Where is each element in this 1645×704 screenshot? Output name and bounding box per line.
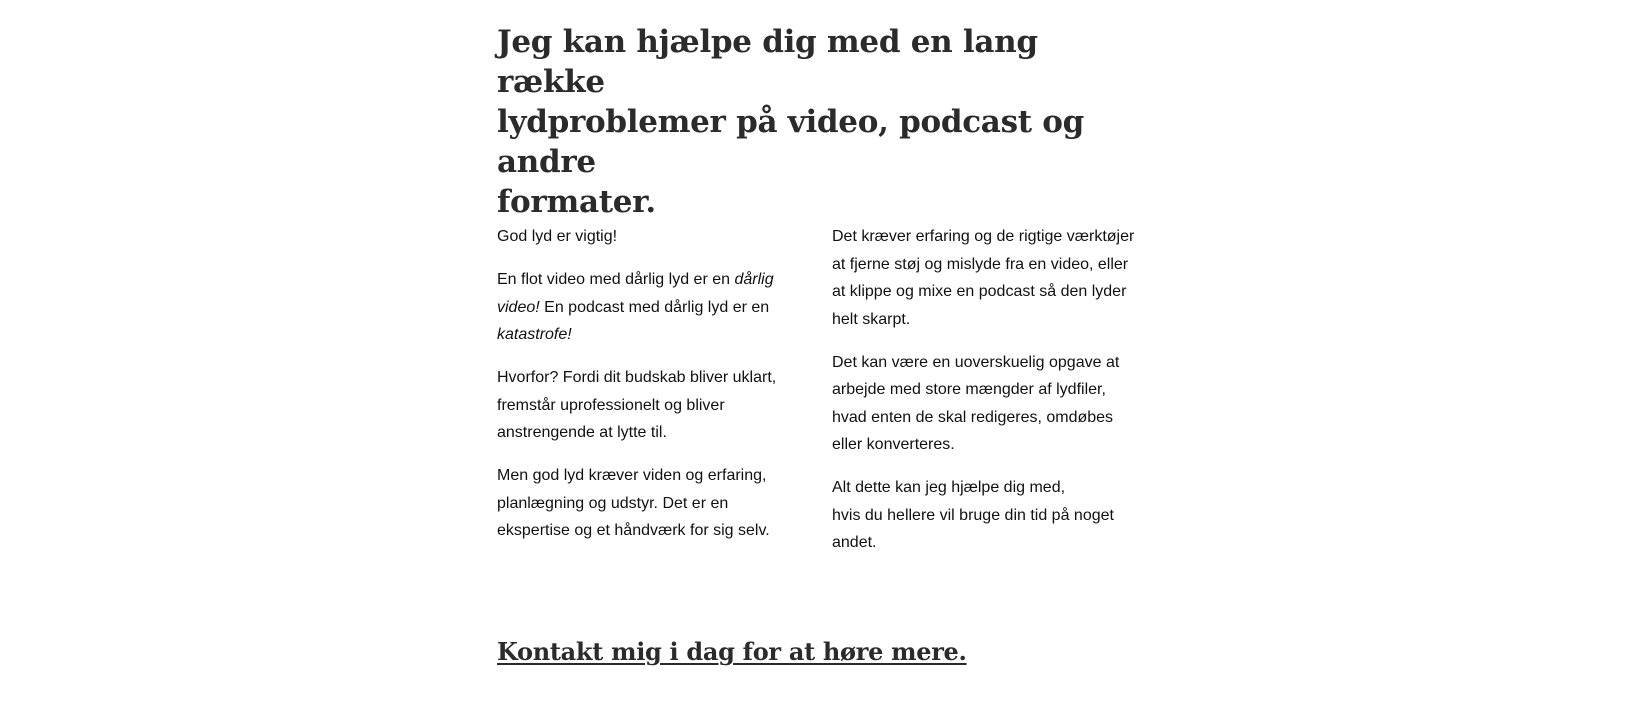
emphasis-text: dårlig bbox=[734, 271, 774, 288]
paragraph-line: Det kan være en uoverskuelig opgave at bbox=[832, 353, 1120, 371]
paragraph-line: Men god lyd kræver viden og erfaring, bbox=[497, 467, 767, 484]
paragraph-text: En podcast med dårlig lyd er en bbox=[539, 298, 770, 316]
paragraph-line: ekspertise og et håndværk for sig selv. bbox=[497, 522, 770, 539]
paragraph-line bbox=[497, 266, 787, 294]
paragraph-experience bbox=[832, 223, 1137, 333]
paragraph-line: Hvorfor? Fordi dit budskab bliver uklart, bbox=[497, 369, 777, 386]
paragraph-line: planlægning og udstyr. Det er en bbox=[497, 494, 729, 512]
contact-link[interactable]: Kontakt mig i dag for at høre mere. bbox=[497, 637, 967, 666]
contact-heading bbox=[497, 636, 967, 668]
paragraph-bad-sound bbox=[497, 266, 787, 349]
left-text-column bbox=[497, 223, 787, 560]
page-title-line-2: lydproblemer på video, podcast og andre bbox=[497, 104, 1084, 180]
page-title-line-3: formater. bbox=[497, 184, 656, 220]
paragraph-line: at klippe og mixe en podcast så den lyder bbox=[832, 283, 1127, 300]
paragraph-line: Alt dette kan jeg hjælpe dig med, bbox=[832, 479, 1066, 496]
paragraph-line: arbejde med store mængder af lydfiler, bbox=[832, 381, 1106, 398]
paragraph-offer bbox=[832, 474, 1137, 557]
page-title bbox=[497, 22, 1147, 222]
paragraph-line bbox=[497, 294, 787, 322]
paragraph-line: hvad enten de skal redigeres, omdøbes bbox=[832, 408, 1114, 426]
paragraph-why bbox=[497, 364, 787, 447]
paragraph-text: En flot video med dårlig lyd er en bbox=[497, 271, 735, 288]
right-text-column bbox=[832, 223, 1137, 572]
paragraph-line bbox=[497, 321, 787, 349]
paragraph-line: helt skarpt. bbox=[832, 310, 911, 328]
paragraph-line: Det kræver erfaring og de rigtige værktøjer bbox=[832, 228, 1135, 245]
paragraph-line: andet. bbox=[832, 534, 877, 551]
paragraph-line: at fjerne støj og mislyde fra en video, eller bbox=[832, 255, 1129, 273]
emphasis-text: katastrofe! bbox=[497, 326, 572, 343]
paragraph-intro: God lyd er vigtig! bbox=[497, 228, 618, 245]
emphasis-text: video! bbox=[497, 298, 540, 316]
paragraph-line: eller konverteres. bbox=[832, 436, 955, 453]
page-title-line-1: Jeg kan hjælpe dig med en lang række bbox=[497, 24, 1038, 100]
paragraph-line: anstrengende at lytte til. bbox=[497, 424, 667, 441]
paragraph-line: hvis du hellere vil bruge din tid på noget bbox=[832, 506, 1114, 524]
paragraph-expertise bbox=[497, 462, 787, 545]
paragraph-line: fremstår uprofessionelt og bliver bbox=[497, 396, 725, 414]
paragraph-overwhelming bbox=[832, 349, 1137, 459]
